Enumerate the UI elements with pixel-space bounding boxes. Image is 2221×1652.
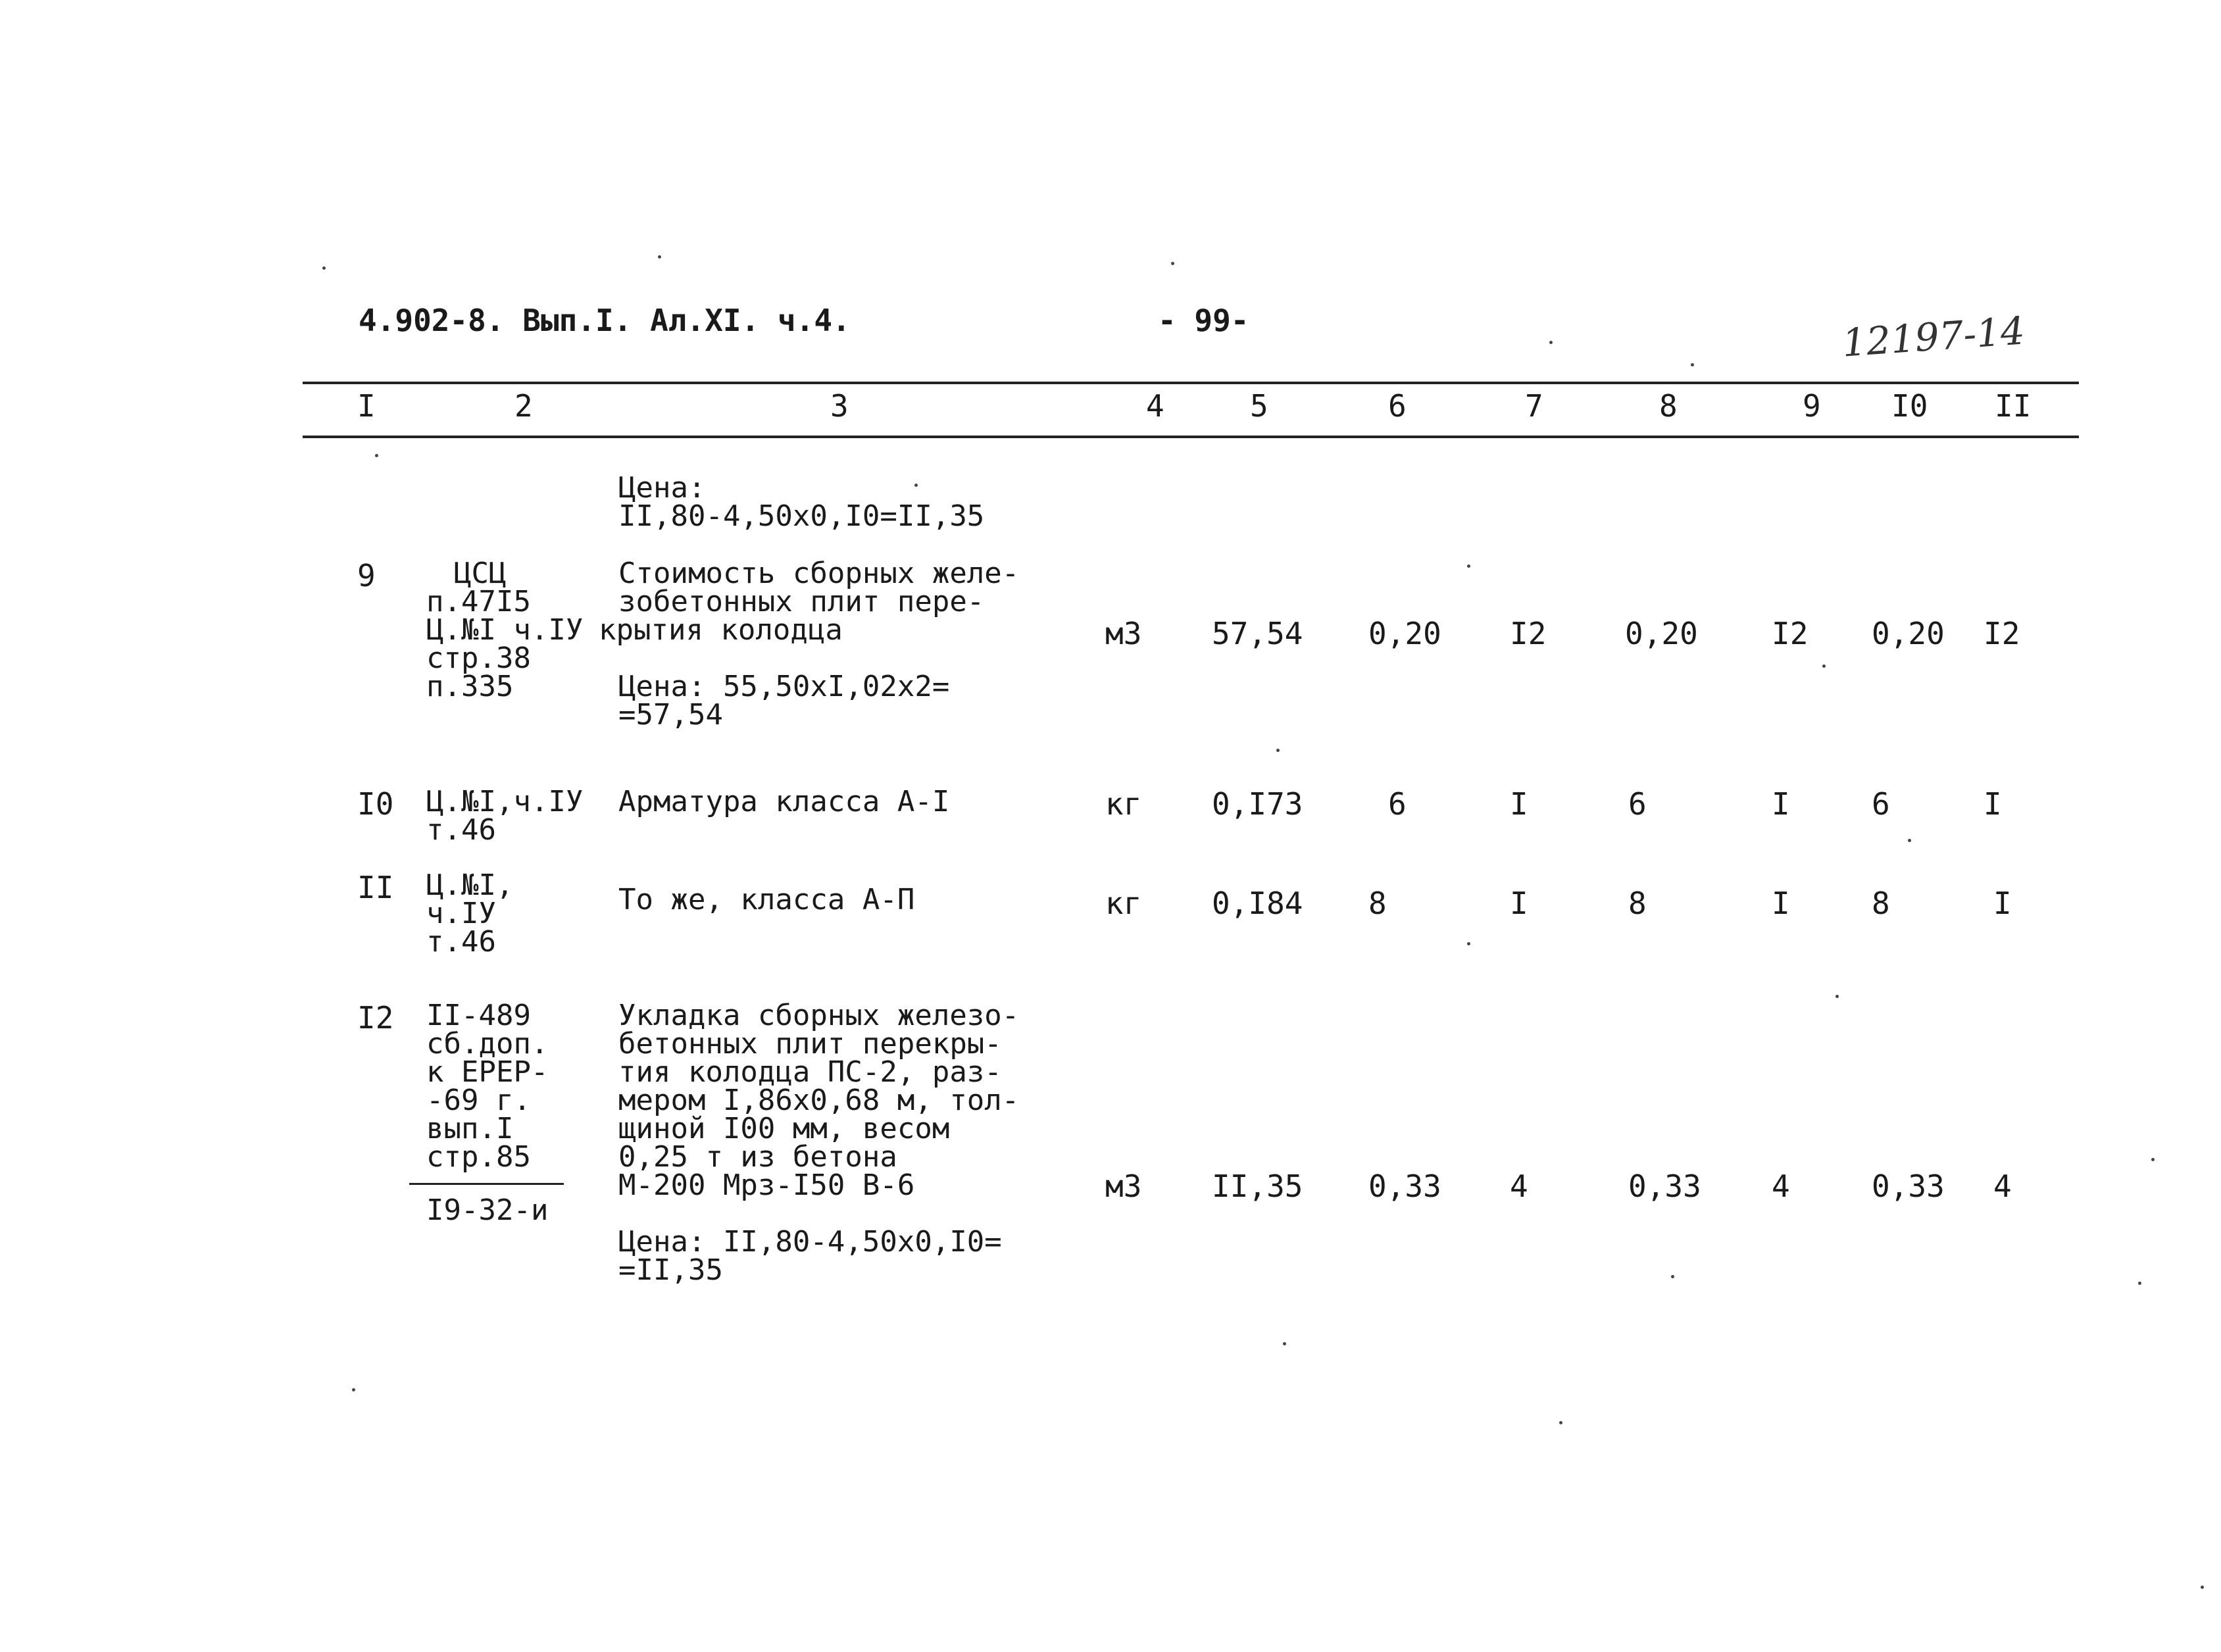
source-line: II-489 xyxy=(426,999,531,1032)
value-cell-5: 0,I84 xyxy=(1212,886,1303,921)
value-cell-10: 8 xyxy=(1872,886,1890,921)
header-top-line xyxy=(303,382,2079,384)
unit-cell: м3 xyxy=(1105,616,1142,651)
value-cell-7: I xyxy=(1510,786,1528,822)
col-header-4: 4 xyxy=(1146,388,1164,424)
description-line: Арматура класса А-I xyxy=(618,785,950,818)
value-cell-5: 0,I73 xyxy=(1212,786,1303,822)
source-line: Ц.№I ч.IУ xyxy=(426,613,584,647)
description-line: бетонных плит перекры- xyxy=(618,1027,1002,1061)
handwritten-code: 12197-14 xyxy=(1840,308,2026,366)
description-line: Стоимость сборных желе- xyxy=(618,557,1020,590)
price-line: =II,35 xyxy=(618,1253,723,1287)
source-line: сб.доп. xyxy=(426,1027,549,1061)
intro-price-formula: II,80-4,50x0,I0=II,35 xyxy=(618,499,985,533)
description-line: тия колодца ПС-2, раз- xyxy=(618,1055,1002,1089)
value-cell-11: I xyxy=(1993,886,2012,921)
description-line: крытия колодца xyxy=(599,613,843,647)
value-cell-7: I xyxy=(1510,886,1528,921)
col-header-2: 2 xyxy=(514,388,533,424)
value-cell-9: I xyxy=(1772,786,1790,822)
value-cell-10: 6 xyxy=(1872,786,1890,822)
value-cell-11: 4 xyxy=(1993,1168,2012,1204)
col-header-9: 9 xyxy=(1803,388,1821,424)
value-cell-8: 6 xyxy=(1628,786,1647,822)
description-line: щиной I00 мм, весом xyxy=(618,1112,950,1145)
value-cell-6: 6 xyxy=(1388,786,1407,822)
price-line: Цена: II,80-4,50x0,I0= xyxy=(618,1225,1002,1259)
col-header-7: 7 xyxy=(1525,388,1543,424)
unit-cell: кг xyxy=(1105,886,1142,921)
description-line: Укладка сборных железо- xyxy=(618,999,1020,1032)
value-cell-10: 0,33 xyxy=(1872,1168,1945,1204)
price-line: Цена: 55,50xI,02x2= xyxy=(618,670,950,703)
source-line: -69 г. xyxy=(426,1084,531,1117)
row-number: II xyxy=(357,870,394,905)
value-cell-6: 0,20 xyxy=(1368,616,1441,651)
col-header-5: 5 xyxy=(1250,388,1268,424)
source-line: т.46 xyxy=(426,813,496,847)
col-header-1: I xyxy=(357,388,376,424)
description-line: мером I,86x0,68 м, тол- xyxy=(618,1084,1020,1117)
intro-price-label: Цена: xyxy=(618,471,706,505)
description-line: М-200 Мрз-I50 В-6 xyxy=(618,1168,915,1202)
col-header-10: I0 xyxy=(1891,388,1928,424)
description-line: То же, класса А-П xyxy=(618,883,915,916)
col-header-3: 3 xyxy=(830,388,849,424)
value-cell-5: II,35 xyxy=(1212,1168,1303,1204)
value-cell-11: I2 xyxy=(1984,616,2020,651)
page-number: - 99- xyxy=(1158,303,1249,338)
source-line: ч.IУ xyxy=(426,897,496,930)
source-line: п.47I5 xyxy=(426,585,531,618)
col-header-8: 8 xyxy=(1659,388,1678,424)
description-line: 0,25 т из бетона xyxy=(618,1140,897,1174)
value-cell-8: 0,33 xyxy=(1628,1168,1701,1204)
document-reference: 4.902-8. Вып.I. Ал.XI. ч.4. xyxy=(359,303,851,338)
value-cell-6: 0,33 xyxy=(1368,1168,1441,1204)
value-cell-9: 4 xyxy=(1772,1168,1790,1204)
source-divider xyxy=(409,1183,564,1185)
source-line: к ЕРЕР- xyxy=(426,1055,549,1089)
unit-cell: м3 xyxy=(1105,1168,1142,1204)
row-number: I0 xyxy=(357,786,394,822)
value-cell-7: 4 xyxy=(1510,1168,1528,1204)
value-cell-8: 0,20 xyxy=(1625,616,1698,651)
value-cell-9: I xyxy=(1772,886,1790,921)
value-cell-5: 57,54 xyxy=(1212,616,1303,651)
source-line: стр.85 xyxy=(426,1140,531,1174)
value-cell-6: 8 xyxy=(1368,886,1387,921)
col-header-11: II xyxy=(1995,388,2032,424)
value-cell-8: 8 xyxy=(1628,886,1647,921)
value-cell-7: I2 xyxy=(1510,616,1547,651)
value-cell-10: 0,20 xyxy=(1872,616,1945,651)
source-line: п.335 xyxy=(426,670,514,703)
source-line: Ц.№I, xyxy=(426,868,514,902)
col-header-6: 6 xyxy=(1388,388,1407,424)
source-footer: I9-32-и xyxy=(426,1193,549,1227)
source-line: ЦСЦ xyxy=(454,557,507,590)
header-bottom-line xyxy=(303,436,2079,438)
row-number: 9 xyxy=(357,558,376,593)
source-line: т.46 xyxy=(426,925,496,959)
source-line: стр.38 xyxy=(426,641,531,675)
unit-cell: кг xyxy=(1105,786,1142,822)
value-cell-11: I xyxy=(1984,786,2002,822)
row-number: I2 xyxy=(357,1000,394,1036)
source-line: Ц.№I,ч.IУ xyxy=(426,785,584,818)
price-line: =57,54 xyxy=(618,698,723,732)
source-line: вып.I xyxy=(426,1112,514,1145)
description-line: зобетонных плит пере- xyxy=(618,585,985,618)
value-cell-9: I2 xyxy=(1772,616,1809,651)
